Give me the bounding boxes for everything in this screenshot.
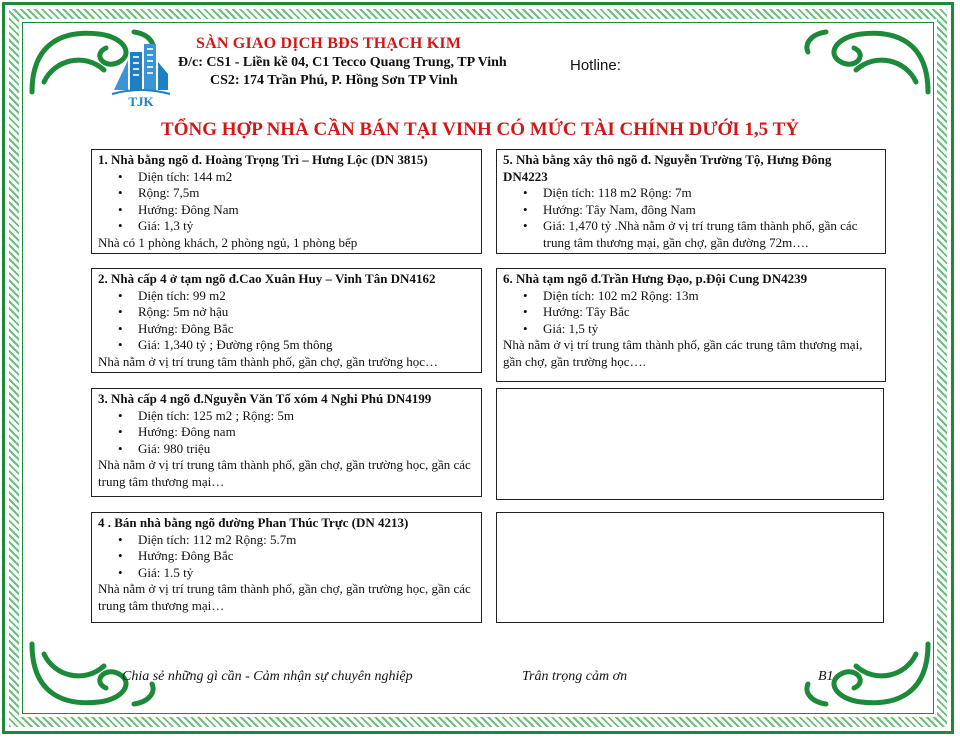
listing-bullet: • Hướng: Đông nam	[138, 424, 475, 441]
address-line-1: Đ/c: CS1 - Liền kề 04, C1 Tecco Quang Trung, TP Vinh	[178, 55, 507, 70]
listing-details	[98, 532, 475, 582]
listing-bullet: • Rộng: 7,5m	[138, 185, 475, 202]
listing-bullet: • Giá: 1,470 tỷ .Nhà nằm ở vị trí trung tâm thành phố, gần các trung tâm thương mại, gần chợ, gần đường 72m….	[543, 218, 879, 251]
listing-card-5	[496, 149, 886, 254]
listing-title: 1. Nhà bằng ngõ đ. Hoàng Trọng Trì – Hưng Lộc (DN 3815)	[98, 152, 428, 167]
listing-title: 2. Nhà cấp 4 ở tạm ngõ đ.Cao Xuân Huy – Vinh Tân DN4162	[98, 271, 436, 286]
listing-bullet: • Hướng: Tây Bắc	[543, 304, 879, 321]
listing-bullet: • Diện tích: 118 m2 Rộng: 7m	[543, 185, 879, 202]
document-title: TỔNG HỢP NHÀ CẦN BÁN TẠI VINH CÓ MỨC TÀI CHÍNH DƯỚI 1,5 TỶ	[161, 119, 799, 140]
listing-bullet: • Rộng: 5m nở hậu	[138, 304, 475, 321]
empty-card-1	[496, 388, 884, 500]
listing-card-1	[91, 149, 482, 254]
listing-card-2	[91, 268, 482, 373]
listing-card-3	[91, 388, 482, 497]
listing-bullet: • Hướng: Đông Bắc	[138, 548, 475, 565]
listing-note: Nhà nằm ở vị trí trung tâm thành phố, gần chợ, gần trường học, gần các trung tâm thương mại…	[98, 581, 471, 613]
listing-details	[503, 288, 879, 338]
listing-details	[503, 185, 879, 251]
listing-note: Nhà nằm ở vị trí trung tâm thành phố, gần các trung tâm thương mại, gần chợ, gần trường học….	[503, 337, 863, 369]
company-name: SÀN GIAO DỊCH BĐS THẠCH KIM	[196, 35, 462, 52]
footer-slogan: Chia sẻ những gì cần - Cảm nhận sự chuyên nghiệp	[122, 669, 413, 684]
corner-ornament-top-right	[796, 22, 936, 102]
listing-bullet: • Hướng: Tây Nam, đông Nam	[543, 202, 879, 219]
listing-bullet: • Giá: 980 triệu	[138, 441, 475, 458]
listing-details	[98, 408, 475, 458]
listing-title: 3. Nhà cấp 4 ngõ đ.Nguyễn Văn Tố xóm 4 Nghi Phú DN4199	[98, 391, 432, 406]
listing-card-4	[91, 512, 482, 623]
listing-note: Nhà nằm ở vị trí trung tâm thành phố, gần chợ, gần trường học…	[98, 353, 438, 369]
page-number: B1	[818, 669, 834, 684]
listing-title: 5. Nhà bằng xây thô ngõ đ. Nguyễn Trường Tộ, Hưng Đông DN4223	[503, 152, 832, 184]
listing-bullet: • Diện tích: 102 m2 Rộng: 13m	[543, 288, 879, 305]
listing-bullet: • Hướng: Đông Bắc	[138, 321, 475, 338]
listing-note: Nhà có 1 phòng khách, 2 phòng ngủ, 1 phòng bếp	[98, 234, 358, 250]
listing-bullet: • Diện tích: 99 m2	[138, 288, 475, 305]
listing-details	[98, 169, 475, 235]
listing-bullet: • Giá: 1,340 tỷ ; Đường rộng 5m thông	[138, 337, 475, 354]
listing-title: 6. Nhà tạm ngõ đ.Trần Hưng Đạo, p.Đội Cung DN4239	[503, 271, 808, 286]
company-logo	[110, 40, 172, 108]
footer-thanks: Trân trọng cảm ơn	[522, 669, 628, 684]
listing-bullet: • Giá: 1.5 tỷ	[138, 565, 475, 582]
hotline-label: Hotline:	[570, 57, 621, 74]
listing-bullet: • Diện tích: 125 m2 ; Rộng: 5m	[138, 408, 475, 425]
listing-bullet: • Giá: 1,5 tỷ	[543, 321, 879, 338]
address-line-2: CS2: 174 Trần Phú, P. Hồng Sơn TP Vinh	[210, 73, 458, 88]
listing-card-6	[496, 268, 886, 382]
corner-ornament-bottom-right	[796, 634, 936, 714]
listing-bullet: • Diện tích: 144 m2	[138, 169, 475, 186]
listing-details	[98, 288, 475, 354]
listing-bullet: • Giá: 1,3 tỷ	[138, 218, 475, 235]
logo-text: TJK	[128, 94, 154, 108]
empty-card-2	[496, 512, 884, 623]
listing-bullet: • Hướng: Đông Nam	[138, 202, 475, 219]
listing-title: 4 . Bán nhà bằng ngõ đường Phan Thúc Trực (DN 4213)	[98, 515, 409, 530]
listing-bullet: • Diện tích: 112 m2 Rộng: 5.7m	[138, 532, 475, 549]
listing-note: Nhà nằm ở vị trí trung tâm thành phố, gần chợ, gần trường học, gần các trung tâm thương mại…	[98, 457, 471, 489]
